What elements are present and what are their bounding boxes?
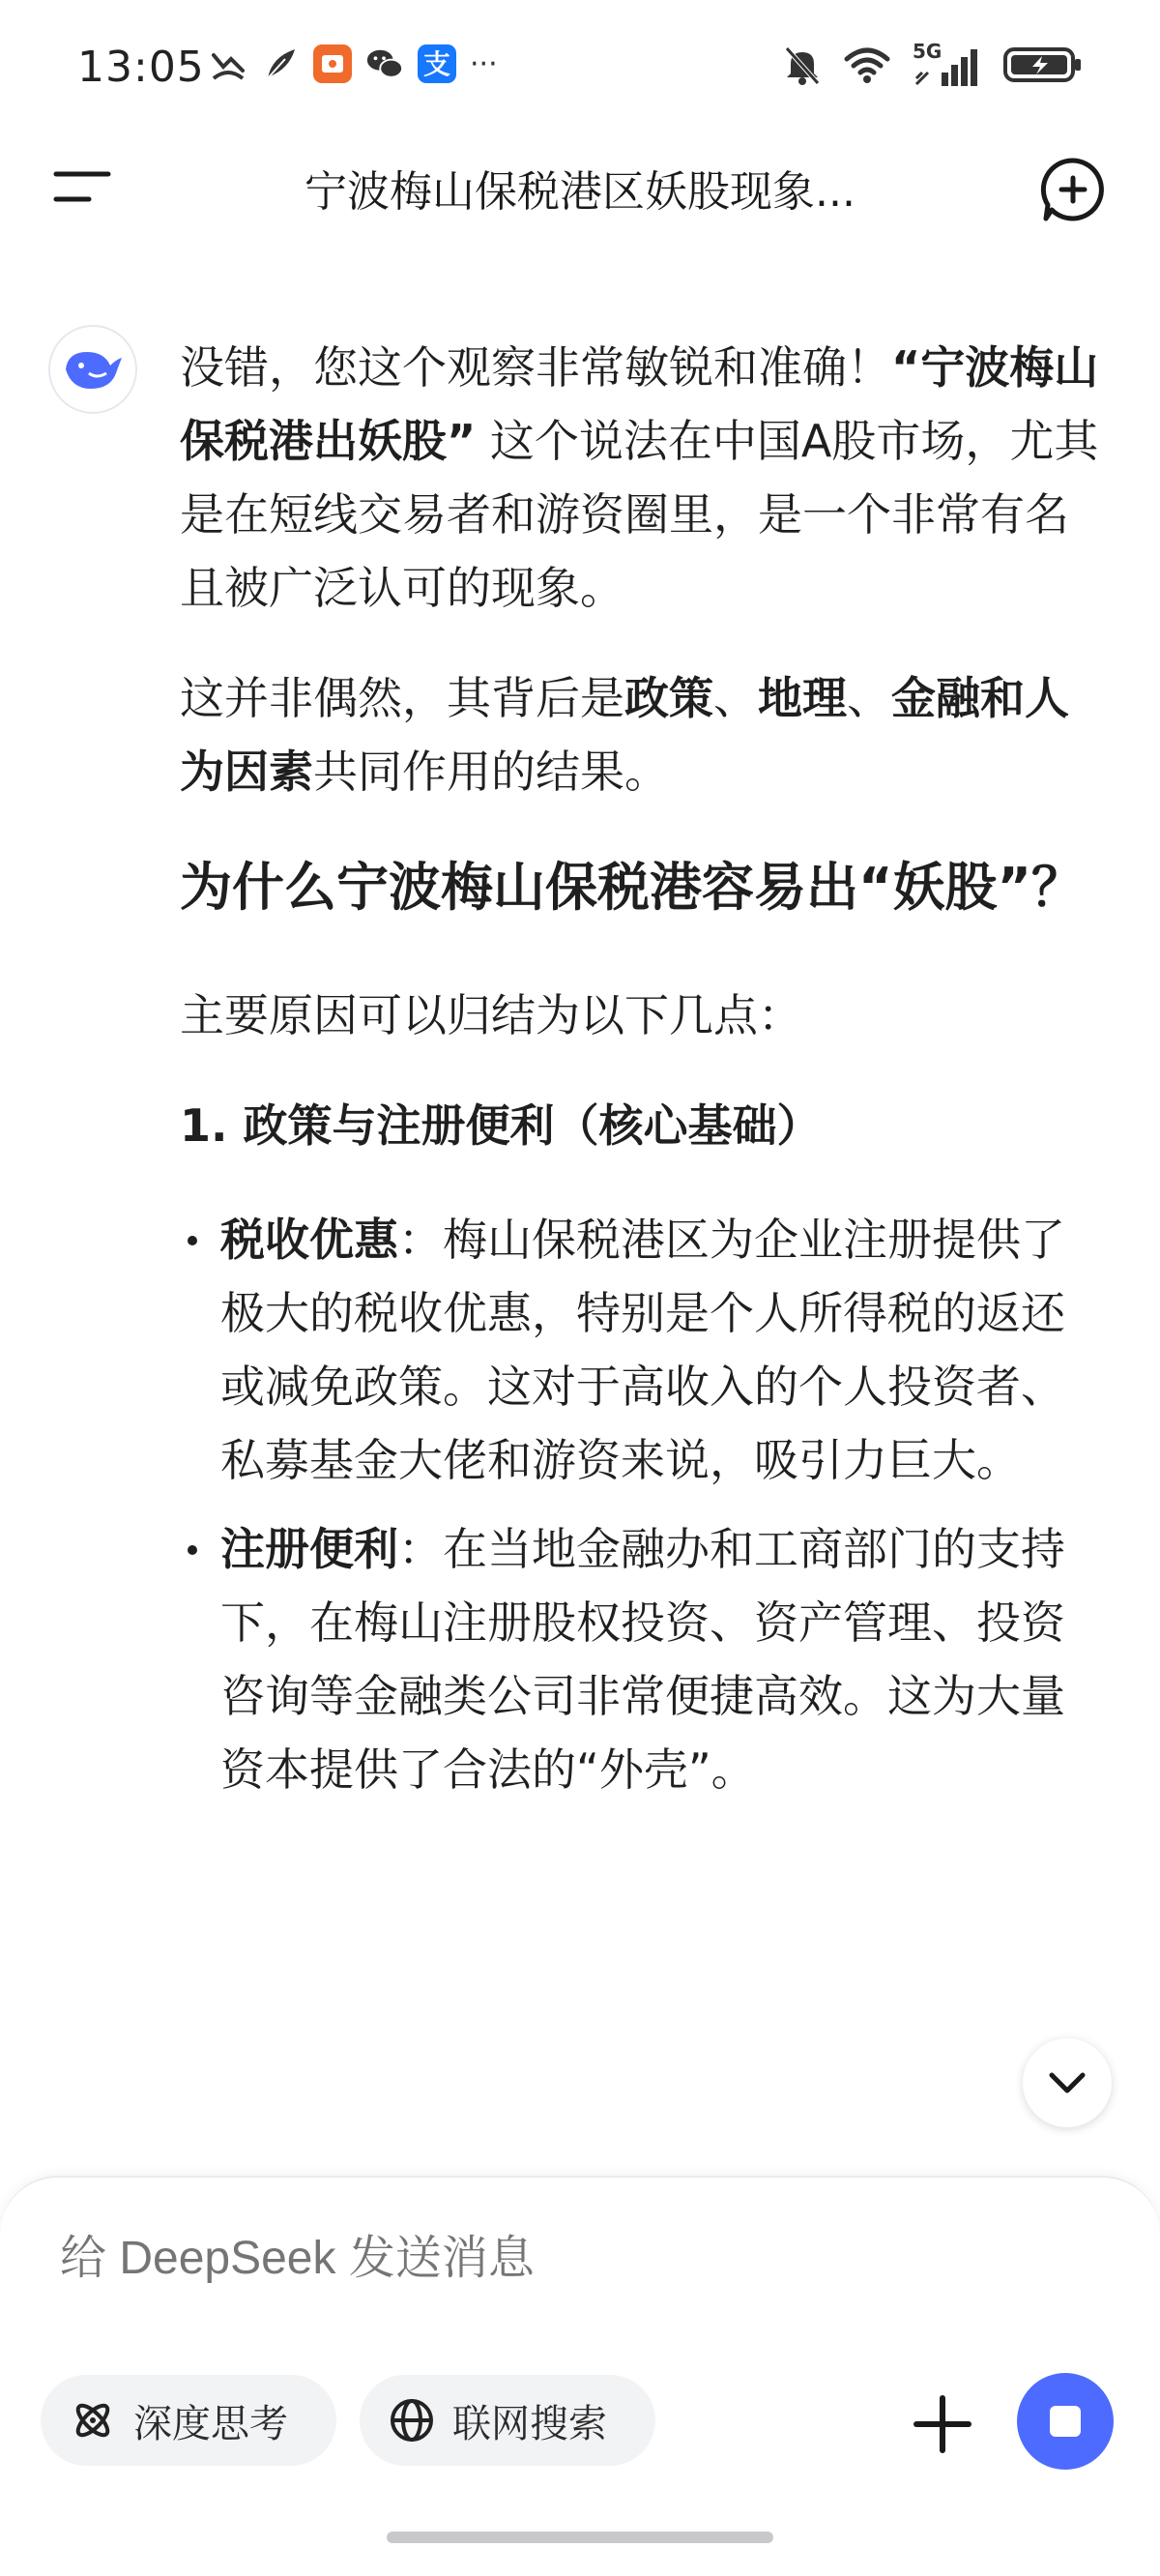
paragraph-text: 没错，您这个观察非常敏锐和准确！: [180, 341, 891, 394]
globe-icon: [389, 2397, 435, 2444]
web-search-toggle[interactable]: [360, 2375, 655, 2466]
bold-text: “宁波梅山保税港出妖股”: [180, 341, 1099, 467]
alipay-icon: [418, 44, 456, 83]
message-heading: 为什么宁波梅山保税港容易出“妖股”？: [180, 857, 1084, 918]
bullet-list: [180, 1203, 1108, 1806]
plus-icon: [909, 2390, 976, 2458]
network-type-label: 5G: [913, 40, 942, 63]
battery-icon: [1003, 45, 1083, 88]
list-item: [220, 1512, 1108, 1806]
paragraph-text: 这个说法在中国A股市场，尤其是在短线交易者和游资圈里，是一个非常有名且被广泛认可的现象。: [180, 415, 1099, 614]
message-paragraph: [180, 331, 1108, 625]
wechat-icon: [365, 44, 404, 83]
menu-icon: [50, 159, 118, 217]
new-chat-icon: [1040, 157, 1106, 222]
bullet-title: 税收优惠: [220, 1214, 398, 1266]
message-intro: 主要原因可以归结为以下几点：: [180, 989, 802, 1041]
new-chat-button[interactable]: [1040, 157, 1106, 222]
sidebar-menu-button[interactable]: [50, 159, 118, 217]
bold-text: 政策: [624, 672, 713, 724]
more-dots-icon: ···: [470, 46, 498, 81]
stop-icon: [1050, 2406, 1081, 2437]
wifi-icon: [843, 45, 891, 88]
deepseek-avatar: [48, 325, 137, 414]
cellular-signal-icon: [913, 40, 982, 88]
section-heading: 1. 政策与注册便利（核心基础）: [180, 1099, 822, 1152]
feather-icon: [261, 44, 300, 83]
bullet-title: 注册便利: [220, 1523, 398, 1575]
paragraph-text: 、: [847, 672, 891, 724]
web-search-label: 联网搜索: [452, 2401, 607, 2446]
scroll-to-bottom-button[interactable]: [1023, 2038, 1112, 2127]
paragraph-text: 共同作用的结果。: [313, 746, 669, 798]
atom-icon: [70, 2397, 116, 2444]
mute-icon: [783, 44, 822, 89]
message-composer: [0, 2176, 1160, 2576]
system-icons: [783, 40, 1083, 89]
taobao-app-icon: [313, 44, 352, 83]
alipay-glyph: 支: [422, 48, 450, 80]
bold-text: 金融和人为因素: [180, 672, 1069, 798]
message-input[interactable]: [60, 2232, 1027, 2285]
status-bar: [0, 0, 1160, 135]
stop-generating-button[interactable]: [1017, 2373, 1114, 2470]
deep-think-toggle[interactable]: [41, 2375, 336, 2466]
message-paragraph: [180, 661, 1108, 808]
home-indicator[interactable]: [387, 2532, 773, 2543]
paragraph-text: 、: [713, 672, 758, 724]
page-title[interactable]: 宁波梅山保税港区妖股现象...: [304, 167, 856, 217]
paragraph-text: 这并非偶然，其背后是: [180, 672, 624, 724]
deep-think-label: 深度思考: [133, 2401, 288, 2446]
whale-logo-icon: [62, 344, 124, 395]
bold-text: 地理: [758, 672, 847, 724]
notification-icons: [209, 44, 498, 83]
chevron-down-icon: [1046, 2069, 1088, 2096]
bullet-text: ：在当地金融办和工商部门的支持下，在梅山注册股权投资、资产管理、投资咨询等金融类公司非常便捷高效。这为大量资本提供了合法的“外壳”。: [220, 1523, 1065, 1796]
list-item: [220, 1203, 1108, 1497]
status-time: 13:05: [77, 43, 205, 92]
bullet-text: ：梅山保税港区为企业注册提供了极大的税收优惠，特别是个人所得税的返还或减免政策。这对于高收入的个人投资者、私募基金大佬和游资来说，吸引力巨大。: [220, 1214, 1065, 1486]
attach-button[interactable]: [909, 2390, 976, 2458]
assistant-message: [180, 331, 1108, 1822]
chat-header: [0, 135, 1160, 242]
missed-call-icon: [209, 44, 247, 83]
